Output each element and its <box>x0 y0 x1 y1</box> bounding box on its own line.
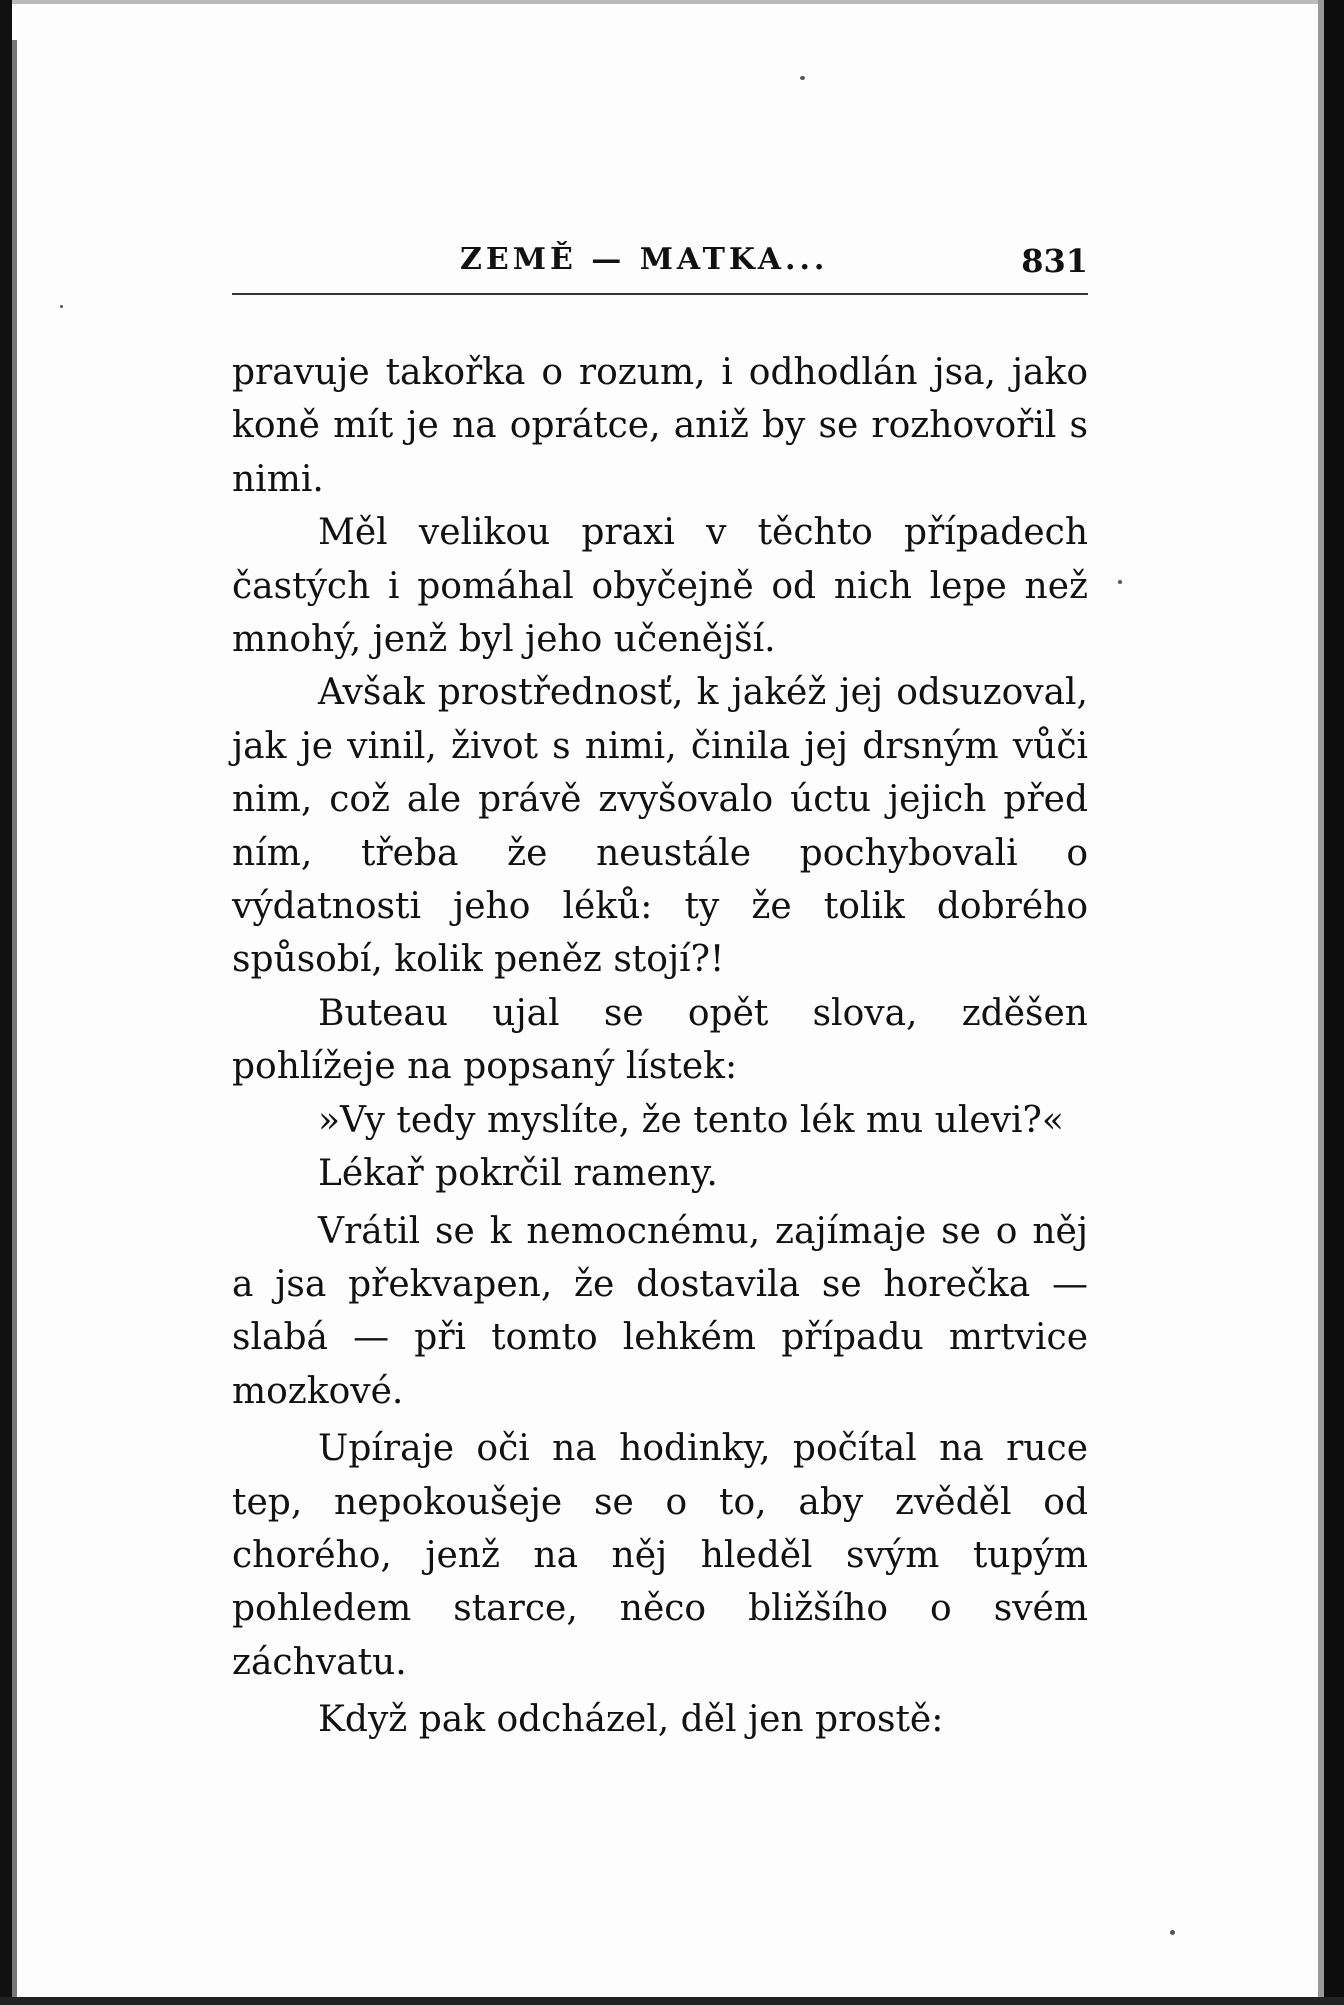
paragraph: Když pak odcházel, děl jen prostě: <box>318 1699 944 1741</box>
dust-speck <box>60 305 63 308</box>
paragraph: Vrátil se k nemocnému, zajímaje se o něj a jsa překvapen, že dostavila se horečka — slabá — při tomto lehkém případu mrtvice mozkové. <box>232 1210 1088 1412</box>
scan-edge-top <box>12 0 1324 4</box>
paragraph: Měl velikou praxi v těchto případech častých i pomáhal obyčejně od nich lepe než mnohý, jenž byl jeho učenější. <box>232 512 1088 661</box>
body-text <box>232 346 1088 1747</box>
paragraph: Lékař pokrčil rameny. <box>318 1153 718 1195</box>
paragraph: pravuje takořka o rozum, i odhodlán jsa, jako koně mít je na oprátce, aniž by se rozhovořil s nimi. <box>232 352 1088 500</box>
dust-speck <box>1118 580 1122 584</box>
paragraph: Upíraje oči na hodinky, počítal na ruce tep, nepokoušeje se o to, aby zvěděl od chorého, jenž na něj hleděl svým tupým pohledem starce, něco bližšího o svém záchvatu. <box>232 1428 1088 1683</box>
paragraph: Avšak prostřednosť, k jakéž jej odsuzoval, jak je vinil, život s nimi, činila jej drsným vůči nim, což ale právě zvyšovalo úctu jejich před ním, třeba že neustále pochybovali o výdatnosti jeho léků: ty že tolik dobrého spůsobí, kolik peněz stojí?! <box>232 672 1088 981</box>
scan-edge-left <box>0 0 12 2005</box>
paragraph: Buteau ujal se opět slova, zděšen pohlížeje na popsaný lístek: <box>232 992 1088 1088</box>
paragraph: »Vy tedy myslíte, že tento lék mu ulevi?« <box>318 1099 1064 1141</box>
page-number: 831 <box>1021 242 1088 280</box>
scan-edge-bottom <box>0 1997 1344 2005</box>
dust-speck <box>1170 1930 1175 1935</box>
scan-edge-right <box>1324 0 1344 2005</box>
header-rule <box>232 293 1088 295</box>
page-header <box>232 238 1088 298</box>
scan-edge-left-shadow <box>12 40 17 2000</box>
running-title: ZEMĚ — MATKA... <box>460 242 829 277</box>
dust-speck <box>800 76 805 80</box>
